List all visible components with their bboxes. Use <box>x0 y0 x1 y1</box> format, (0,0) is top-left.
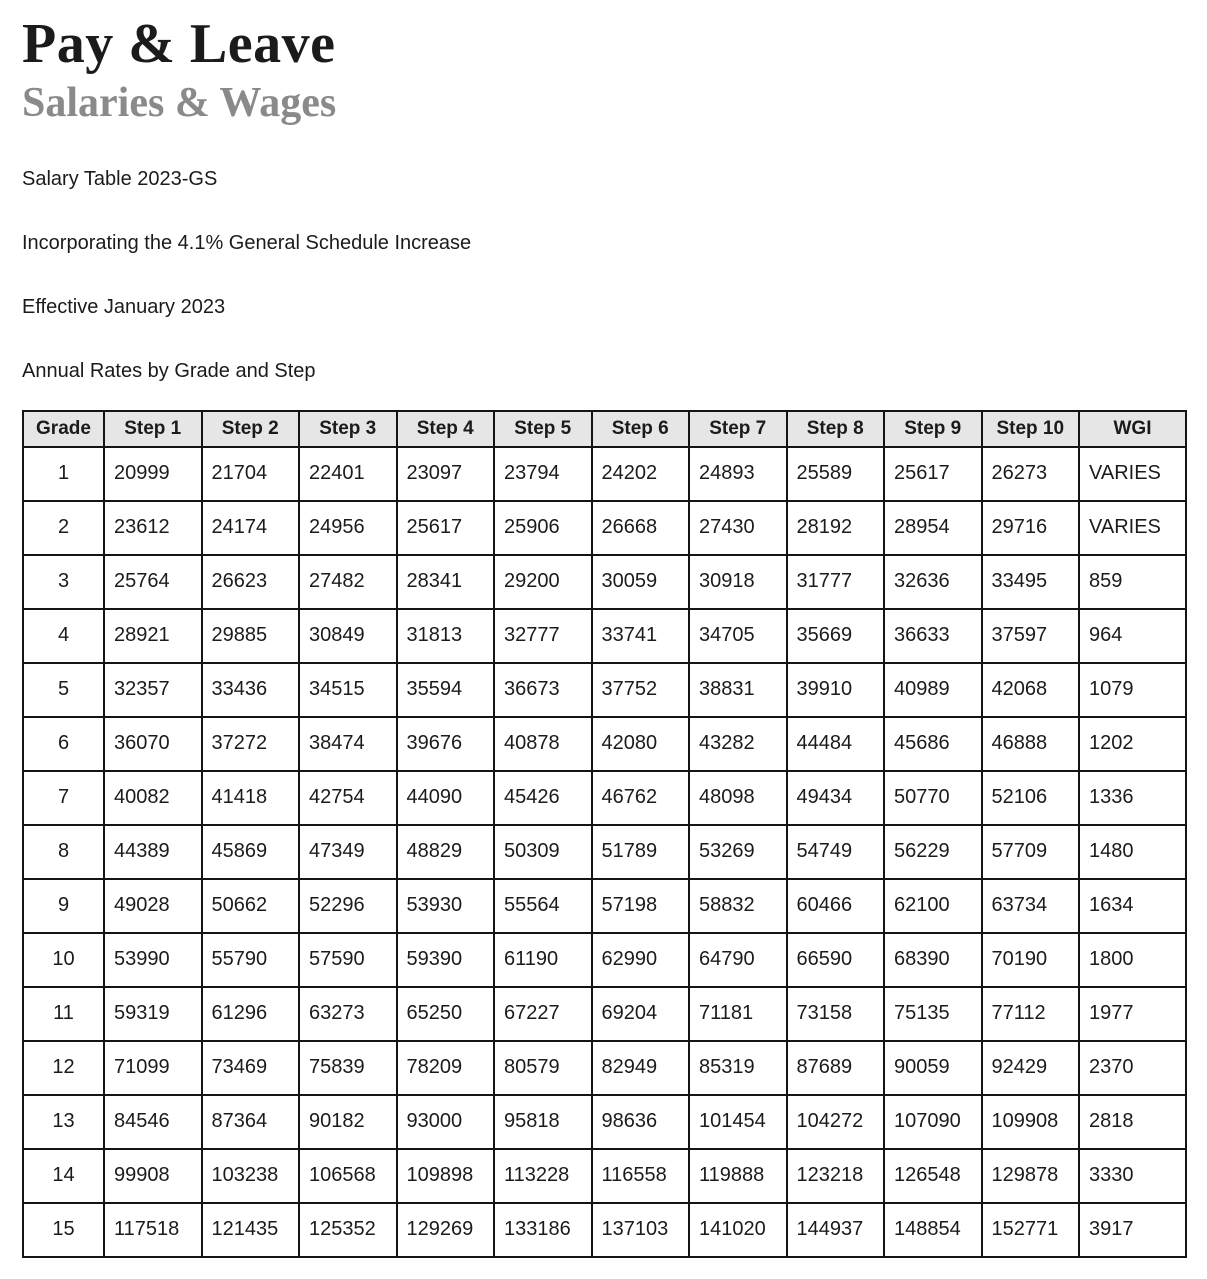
salary-cell: 50770 <box>884 771 982 825</box>
salary-cell: 33741 <box>592 609 690 663</box>
salary-cell: 71181 <box>689 987 787 1041</box>
salary-cell: 98636 <box>592 1095 690 1149</box>
salary-cell: 37272 <box>202 717 300 771</box>
salary-cell: 66590 <box>787 933 885 987</box>
salary-cell: 60466 <box>787 879 885 933</box>
salary-cell: 25617 <box>397 501 495 555</box>
salary-cell: 104272 <box>787 1095 885 1149</box>
header-wgi: WGI <box>1079 411 1186 447</box>
salary-cell: 70190 <box>982 933 1080 987</box>
salary-cell: 34515 <box>299 663 397 717</box>
salary-cell: 23612 <box>104 501 202 555</box>
salary-cell: 49028 <box>104 879 202 933</box>
salary-cell: 52106 <box>982 771 1080 825</box>
salary-cell: 36673 <box>494 663 592 717</box>
salary-cell: 64790 <box>689 933 787 987</box>
salary-cell: 30918 <box>689 555 787 609</box>
salary-cell: 117518 <box>104 1203 202 1257</box>
wgi-cell: 964 <box>1079 609 1186 663</box>
salary-cell: 63273 <box>299 987 397 1041</box>
header-step-10: Step 10 <box>982 411 1080 447</box>
wgi-cell: VARIES <box>1079 447 1186 501</box>
salary-cell: 152771 <box>982 1203 1080 1257</box>
salary-cell: 90059 <box>884 1041 982 1095</box>
salary-cell: 123218 <box>787 1149 885 1203</box>
table-row <box>23 1203 1186 1257</box>
salary-table-label: Salary Table 2023-GS <box>22 167 218 190</box>
salary-cell: 125352 <box>299 1203 397 1257</box>
grade-cell: 4 <box>23 609 104 663</box>
salary-cell: 95818 <box>494 1095 592 1149</box>
salary-cell: 37597 <box>982 609 1080 663</box>
wgi-cell: 1079 <box>1079 663 1186 717</box>
wgi-cell: 1202 <box>1079 717 1186 771</box>
wgi-cell: 1480 <box>1079 825 1186 879</box>
salary-cell: 113228 <box>494 1149 592 1203</box>
salary-cell: 22401 <box>299 447 397 501</box>
salary-cell: 65250 <box>397 987 495 1041</box>
salary-cell: 26668 <box>592 501 690 555</box>
salary-cell: 28954 <box>884 501 982 555</box>
salary-cell: 75135 <box>884 987 982 1041</box>
salary-cell: 39910 <box>787 663 885 717</box>
salary-cell: 62990 <box>592 933 690 987</box>
salary-cell: 21704 <box>202 447 300 501</box>
salary-cell: 25589 <box>787 447 885 501</box>
grade-cell: 1 <box>23 447 104 501</box>
salary-cell: 27482 <box>299 555 397 609</box>
salary-cell: 44484 <box>787 717 885 771</box>
salary-cell: 24893 <box>689 447 787 501</box>
salary-cell: 144937 <box>787 1203 885 1257</box>
salary-cell: 40989 <box>884 663 982 717</box>
salary-cell: 121435 <box>202 1203 300 1257</box>
salary-cell: 28341 <box>397 555 495 609</box>
wgi-cell: 859 <box>1079 555 1186 609</box>
salary-cell: 56229 <box>884 825 982 879</box>
salary-cell: 73469 <box>202 1041 300 1095</box>
salary-cell: 82949 <box>592 1041 690 1095</box>
salary-cell: 69204 <box>592 987 690 1041</box>
salary-cell: 46762 <box>592 771 690 825</box>
salary-cell: 39676 <box>397 717 495 771</box>
salary-cell: 32777 <box>494 609 592 663</box>
grade-cell: 6 <box>23 717 104 771</box>
salary-cell: 107090 <box>884 1095 982 1149</box>
header-grade: Grade <box>23 411 104 447</box>
salary-cell: 47349 <box>299 825 397 879</box>
salary-cell: 48098 <box>689 771 787 825</box>
grade-cell: 12 <box>23 1041 104 1095</box>
salary-cell: 148854 <box>884 1203 982 1257</box>
salary-cell: 51789 <box>592 825 690 879</box>
salary-cell: 32636 <box>884 555 982 609</box>
salary-cell: 80579 <box>494 1041 592 1095</box>
salary-cell: 137103 <box>592 1203 690 1257</box>
salary-cell: 87689 <box>787 1041 885 1095</box>
header-step-2: Step 2 <box>202 411 300 447</box>
salary-cell: 38474 <box>299 717 397 771</box>
wgi-cell: 1977 <box>1079 987 1186 1041</box>
salary-cell: 45686 <box>884 717 982 771</box>
salary-cell: 58832 <box>689 879 787 933</box>
table-row <box>23 447 1186 501</box>
salary-cell: 141020 <box>689 1203 787 1257</box>
salary-cell: 37752 <box>592 663 690 717</box>
salary-cell: 67227 <box>494 987 592 1041</box>
grade-cell: 14 <box>23 1149 104 1203</box>
salary-cell: 28192 <box>787 501 885 555</box>
page-title: Pay & Leave <box>22 13 336 75</box>
salary-cell: 77112 <box>982 987 1080 1041</box>
salary-cell: 63734 <box>982 879 1080 933</box>
salary-table <box>22 410 1187 1258</box>
salary-cell: 25906 <box>494 501 592 555</box>
increase-note: Incorporating the 4.1% General Schedule Increase <box>22 231 472 254</box>
salary-table-body <box>23 447 1186 1257</box>
salary-cell: 92429 <box>982 1041 1080 1095</box>
salary-cell: 53990 <box>104 933 202 987</box>
wgi-cell: 3917 <box>1079 1203 1186 1257</box>
salary-cell: 30059 <box>592 555 690 609</box>
salary-cell: 46888 <box>982 717 1080 771</box>
salary-cell: 41418 <box>202 771 300 825</box>
salary-cell: 103238 <box>202 1149 300 1203</box>
table-row <box>23 825 1186 879</box>
salary-cell: 99908 <box>104 1149 202 1203</box>
header-step-5: Step 5 <box>494 411 592 447</box>
table-row <box>23 663 1186 717</box>
salary-cell: 45426 <box>494 771 592 825</box>
wgi-cell: VARIES <box>1079 501 1186 555</box>
salary-cell: 62100 <box>884 879 982 933</box>
salary-cell: 71099 <box>104 1041 202 1095</box>
salary-cell: 90182 <box>299 1095 397 1149</box>
wgi-cell: 1634 <box>1079 879 1186 933</box>
salary-cell: 40082 <box>104 771 202 825</box>
salary-cell: 48829 <box>397 825 495 879</box>
salary-cell: 26623 <box>202 555 300 609</box>
header-step-6: Step 6 <box>592 411 690 447</box>
wgi-cell: 2370 <box>1079 1041 1186 1095</box>
salary-cell: 54749 <box>787 825 885 879</box>
salary-cell: 35669 <box>787 609 885 663</box>
salary-cell: 45869 <box>202 825 300 879</box>
salary-cell: 31813 <box>397 609 495 663</box>
salary-cell: 57590 <box>299 933 397 987</box>
salary-cell: 29200 <box>494 555 592 609</box>
table-header-row <box>23 411 1186 447</box>
wgi-cell: 1800 <box>1079 933 1186 987</box>
grade-cell: 8 <box>23 825 104 879</box>
salary-cell: 55564 <box>494 879 592 933</box>
header-step-4: Step 4 <box>397 411 495 447</box>
salary-cell: 57198 <box>592 879 690 933</box>
salary-cell: 50662 <box>202 879 300 933</box>
salary-cell: 101454 <box>689 1095 787 1149</box>
salary-cell: 24956 <box>299 501 397 555</box>
wgi-cell: 3330 <box>1079 1149 1186 1203</box>
salary-cell: 34705 <box>689 609 787 663</box>
salary-cell: 25764 <box>104 555 202 609</box>
salary-cell: 53930 <box>397 879 495 933</box>
grade-cell: 5 <box>23 663 104 717</box>
wgi-cell: 2818 <box>1079 1095 1186 1149</box>
salary-cell: 42754 <box>299 771 397 825</box>
salary-cell: 61296 <box>202 987 300 1041</box>
salary-cell: 52296 <box>299 879 397 933</box>
salary-cell: 50309 <box>494 825 592 879</box>
salary-cell: 119888 <box>689 1149 787 1203</box>
header-step-8: Step 8 <box>787 411 885 447</box>
header-step-1: Step 1 <box>104 411 202 447</box>
grade-cell: 9 <box>23 879 104 933</box>
table-row <box>23 1041 1186 1095</box>
salary-cell: 93000 <box>397 1095 495 1149</box>
effective-date: Effective January 2023 <box>22 295 226 318</box>
grade-cell: 2 <box>23 501 104 555</box>
table-row <box>23 501 1186 555</box>
grade-cell: 13 <box>23 1095 104 1149</box>
salary-cell: 109908 <box>982 1095 1080 1149</box>
table-row <box>23 879 1186 933</box>
table-row <box>23 555 1186 609</box>
grade-cell: 11 <box>23 987 104 1041</box>
salary-cell: 23097 <box>397 447 495 501</box>
salary-cell: 33495 <box>982 555 1080 609</box>
salary-cell: 109898 <box>397 1149 495 1203</box>
salary-cell: 29716 <box>982 501 1080 555</box>
wgi-cell: 1336 <box>1079 771 1186 825</box>
salary-cell: 61190 <box>494 933 592 987</box>
salary-cell: 28921 <box>104 609 202 663</box>
salary-cell: 84546 <box>104 1095 202 1149</box>
table-row <box>23 1095 1186 1149</box>
salary-cell: 133186 <box>494 1203 592 1257</box>
salary-cell: 25617 <box>884 447 982 501</box>
salary-cell: 59390 <box>397 933 495 987</box>
salary-cell: 23794 <box>494 447 592 501</box>
salary-cell: 129269 <box>397 1203 495 1257</box>
grade-cell: 7 <box>23 771 104 825</box>
header-step-3: Step 3 <box>299 411 397 447</box>
salary-cell: 55790 <box>202 933 300 987</box>
salary-cell: 106568 <box>299 1149 397 1203</box>
salary-cell: 126548 <box>884 1149 982 1203</box>
rates-caption: Annual Rates by Grade and Step <box>22 359 316 382</box>
salary-cell: 44389 <box>104 825 202 879</box>
table-row <box>23 717 1186 771</box>
salary-cell: 24202 <box>592 447 690 501</box>
salary-cell: 87364 <box>202 1095 300 1149</box>
salary-cell: 26273 <box>982 447 1080 501</box>
salary-cell: 33436 <box>202 663 300 717</box>
grade-cell: 15 <box>23 1203 104 1257</box>
table-row <box>23 609 1186 663</box>
page-subtitle: Salaries & Wages <box>22 79 337 126</box>
header-step-7: Step 7 <box>689 411 787 447</box>
salary-cell: 20999 <box>104 447 202 501</box>
salary-cell: 36070 <box>104 717 202 771</box>
salary-cell: 78209 <box>397 1041 495 1095</box>
salary-cell: 35594 <box>397 663 495 717</box>
salary-cell: 44090 <box>397 771 495 825</box>
salary-cell: 42080 <box>592 717 690 771</box>
table-row <box>23 987 1186 1041</box>
salary-cell: 24174 <box>202 501 300 555</box>
salary-cell: 38831 <box>689 663 787 717</box>
table-row <box>23 771 1186 825</box>
salary-cell: 129878 <box>982 1149 1080 1203</box>
salary-cell: 116558 <box>592 1149 690 1203</box>
table-row <box>23 1149 1186 1203</box>
salary-cell: 49434 <box>787 771 885 825</box>
salary-cell: 57709 <box>982 825 1080 879</box>
header-step-9: Step 9 <box>884 411 982 447</box>
salary-cell: 27430 <box>689 501 787 555</box>
salary-cell: 68390 <box>884 933 982 987</box>
salary-cell: 32357 <box>104 663 202 717</box>
grade-cell: 10 <box>23 933 104 987</box>
salary-cell: 53269 <box>689 825 787 879</box>
salary-cell: 31777 <box>787 555 885 609</box>
intro-block <box>22 168 1185 382</box>
salary-cell: 85319 <box>689 1041 787 1095</box>
salary-cell: 30849 <box>299 609 397 663</box>
salary-cell: 40878 <box>494 717 592 771</box>
salary-cell: 36633 <box>884 609 982 663</box>
salary-cell: 59319 <box>104 987 202 1041</box>
salary-cell: 73158 <box>787 987 885 1041</box>
salary-cell: 29885 <box>202 609 300 663</box>
salary-cell: 42068 <box>982 663 1080 717</box>
grade-cell: 3 <box>23 555 104 609</box>
salary-cell: 43282 <box>689 717 787 771</box>
salary-cell: 75839 <box>299 1041 397 1095</box>
table-row <box>23 933 1186 987</box>
